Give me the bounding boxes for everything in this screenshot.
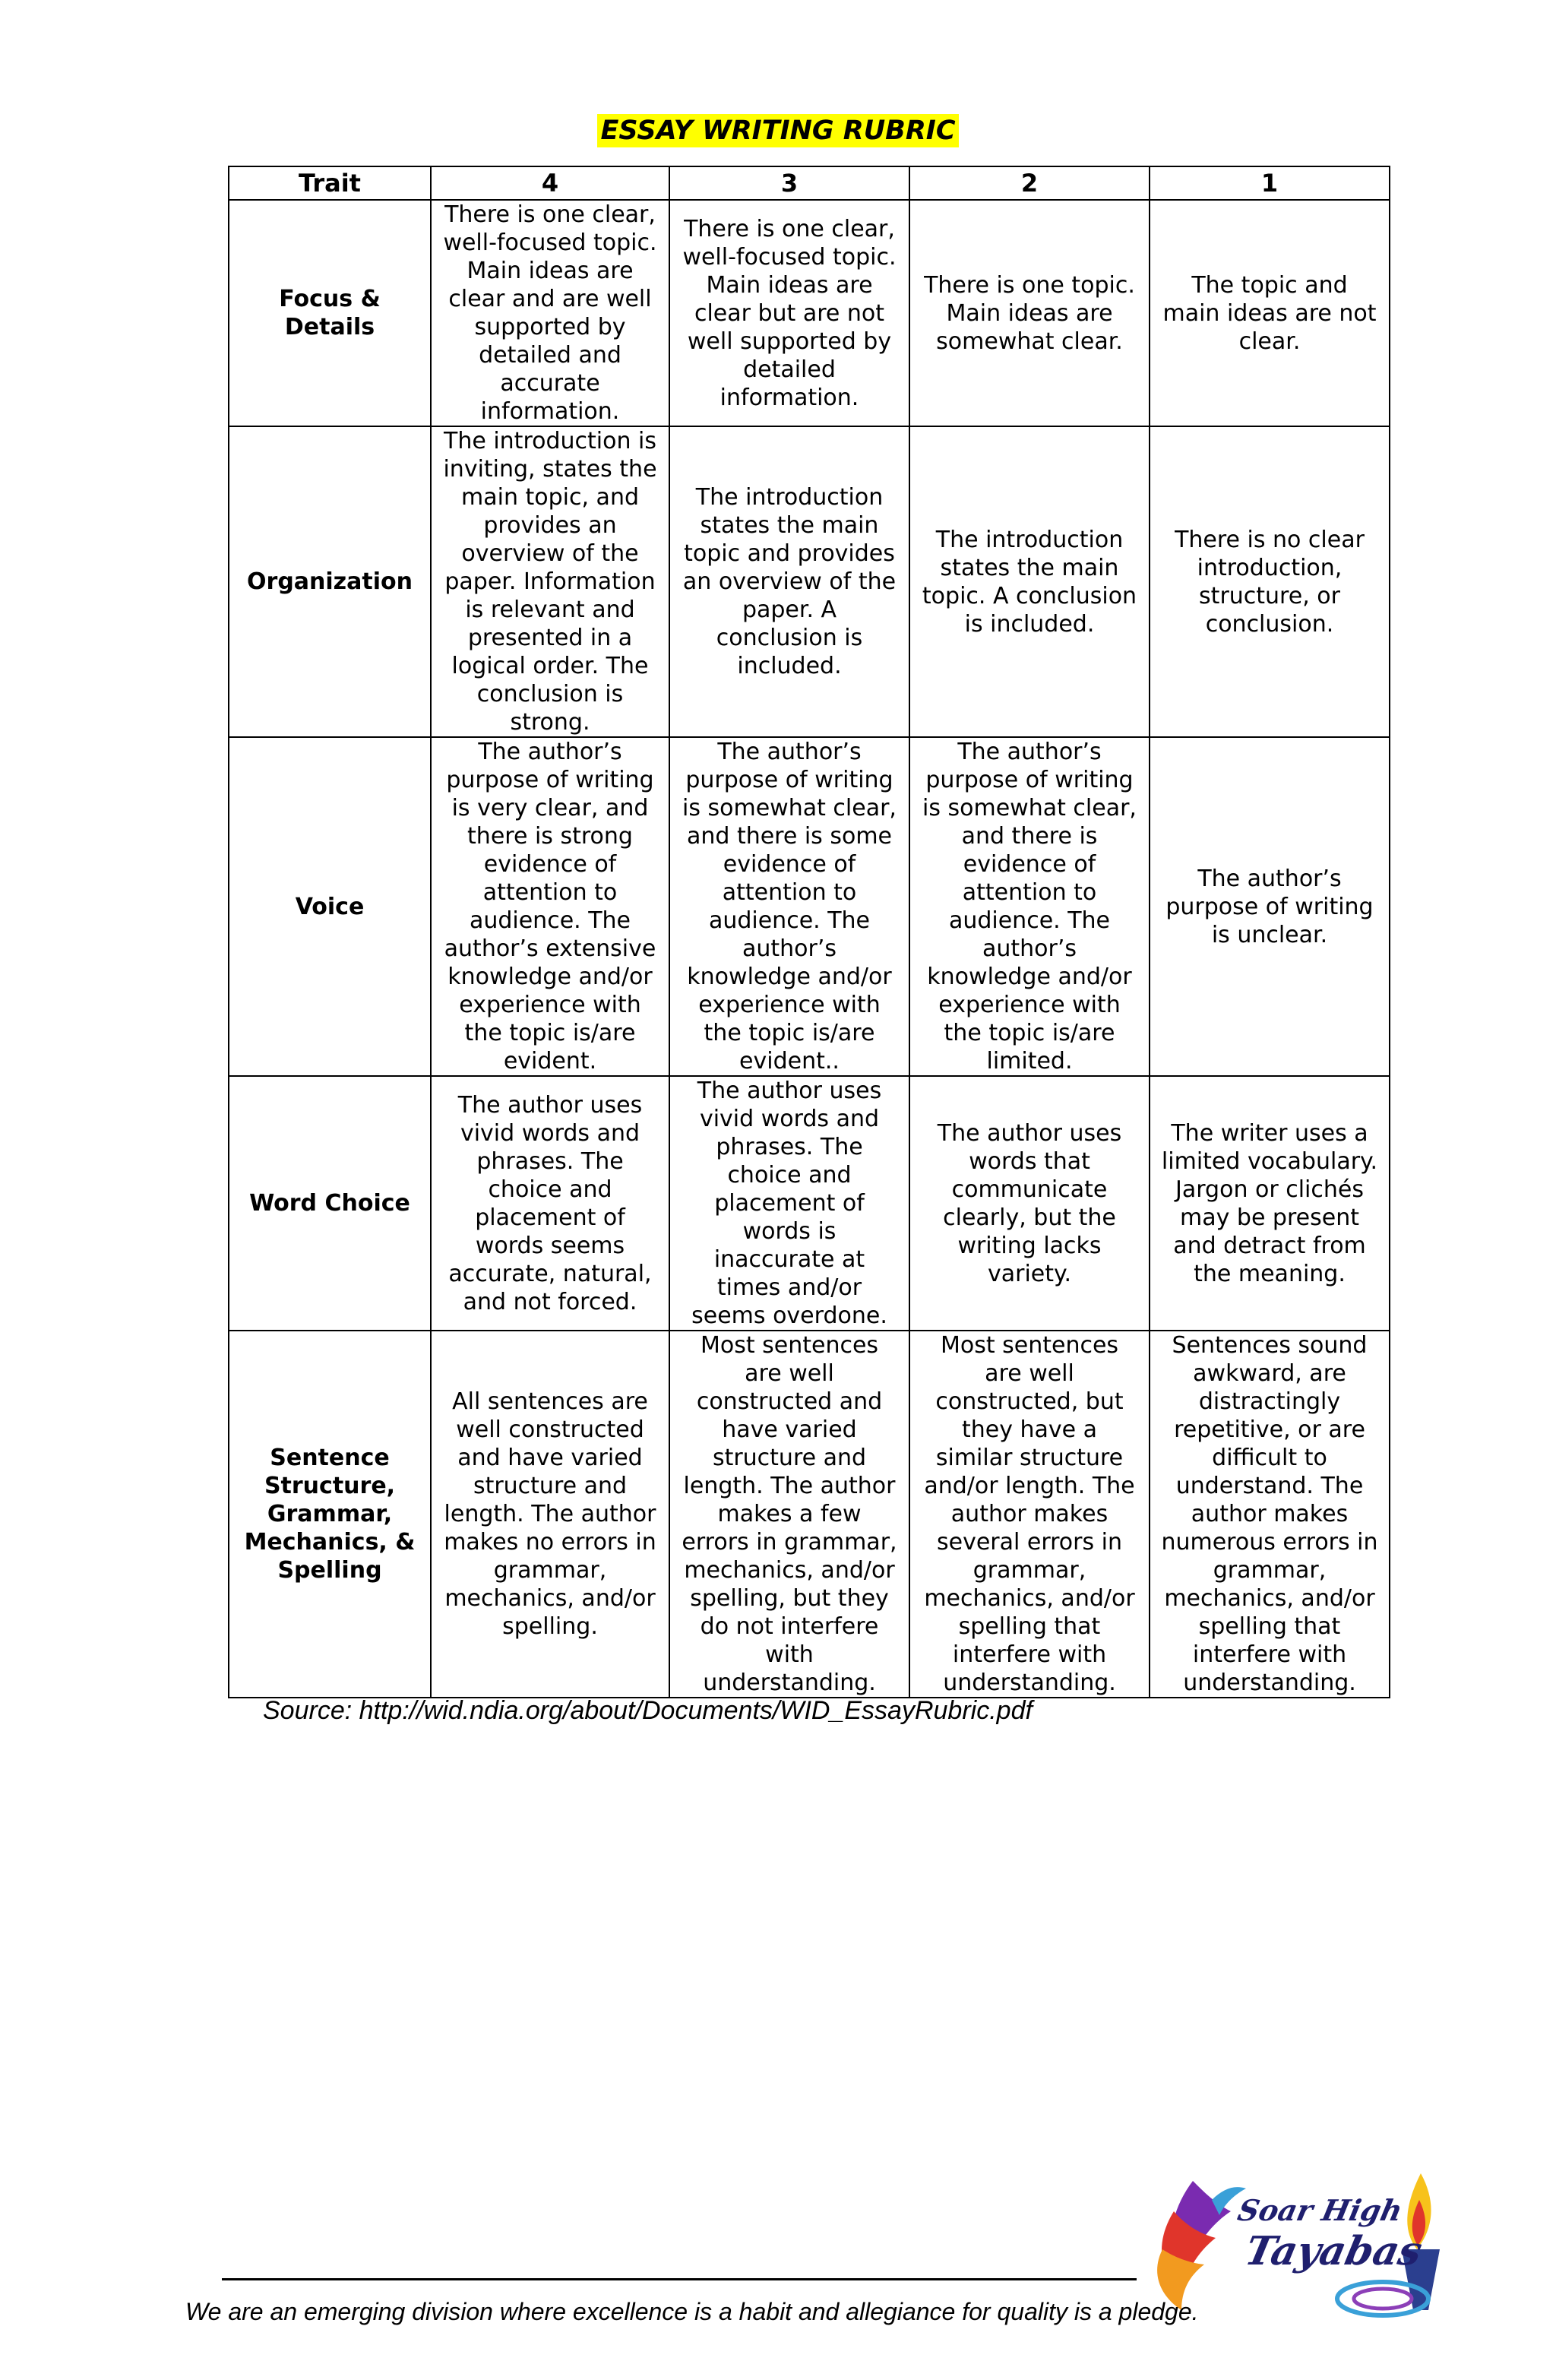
table-row	[229, 1331, 1390, 1698]
footer-motto: We are an emerging division where excellence is a habit and allegiance for quality is a pledge.	[185, 2298, 1199, 2325]
title-wrap	[0, 114, 1556, 147]
logo-line-1: Soar High	[1235, 2193, 1406, 2227]
source-citation: Source: http://wid.ndia.org/about/Documents/WID_EssayRubric.pdf	[263, 1696, 1033, 1725]
logo-line-2: Tayabas	[1241, 2228, 1427, 2274]
score-2-cell: The author’s purpose of writing is somewhat clear, and there is evidence of attention to audience. The author’s knowledge and/or experience with the topic is/are limited.	[909, 737, 1150, 1076]
table-row	[229, 200, 1390, 426]
trait-cell: Word Choice	[229, 1076, 431, 1331]
score-1-cell: The writer uses a limited vocabulary. Jargon or clichés may be present and detract from the meaning.	[1150, 1076, 1390, 1331]
score-1-cell: There is no clear introduction, structure, or conclusion.	[1150, 426, 1390, 737]
score-3-cell: The introduction states the main topic and provides an overview of the paper. A conclusion is included.	[669, 426, 909, 737]
header-score-3: 3	[669, 166, 909, 200]
table-row	[229, 737, 1390, 1076]
score-2-cell: The author uses words that communicate clearly, but the writing lacks variety.	[909, 1076, 1150, 1331]
header-score-1: 1	[1150, 166, 1390, 200]
header-row	[229, 166, 1390, 200]
score-3-cell: The author’s purpose of writing is somewhat clear, and there is some evidence of attention to audience. The author’s knowledge and/or experience with the topic is/are evident..	[669, 737, 909, 1076]
footer-divider	[222, 2278, 1137, 2280]
header-score-4: 4	[431, 166, 669, 200]
table-row	[229, 1076, 1390, 1331]
score-1-cell: The author’s purpose of writing is unclear.	[1150, 737, 1390, 1076]
score-2-cell: Most sentences are well constructed, but they have a similar structure and/or length. The author makes several errors in grammar, mechanics, and/or spelling that interfere with understanding.	[909, 1331, 1150, 1698]
page-title: ESSAY WRITING RUBRIC	[597, 114, 958, 147]
trait-cell: Voice	[229, 737, 431, 1076]
trait-cell: Focus & Details	[229, 200, 431, 426]
rubric-table	[228, 166, 1390, 1698]
table-row	[229, 426, 1390, 737]
score-2-cell: The introduction states the main topic. A conclusion is included.	[909, 426, 1150, 737]
score-2-cell: There is one topic. Main ideas are somewhat clear.	[909, 200, 1150, 426]
score-3-cell: Most sentences are well constructed and have varied structure and length. The author makes a few errors in grammar, mechanics, and/or spelling, but they do not interfere with understanding.	[669, 1331, 909, 1698]
header-score-2: 2	[909, 166, 1150, 200]
trait-cell: Sentence Structure, Grammar, Mechanics, & Spelling	[229, 1331, 431, 1698]
trait-cell: Organization	[229, 426, 431, 737]
score-1-cell: Sentences sound awkward, are distractingly repetitive, or are difficult to understand. The author makes numerous errors in grammar, mechanics, and/or spelling that interfere with understanding.	[1150, 1331, 1390, 1698]
score-4-cell: The introduction is inviting, states the main topic, and provides an overview of the paper. Information is relevant and presented in a logical order. The conclusion is strong.	[431, 426, 669, 737]
score-4-cell: There is one clear, well-focused topic. Main ideas are clear and are well supported by detailed and accurate information.	[431, 200, 669, 426]
header-trait: Trait	[229, 166, 431, 200]
score-4-cell: All sentences are well constructed and have varied structure and length. The author makes no errors in grammar, mechanics, and/or spelling.	[431, 1331, 669, 1698]
score-4-cell: The author uses vivid words and phrases. The choice and placement of words seems accurate, natural, and not forced.	[431, 1076, 669, 1331]
score-3-cell: The author uses vivid words and phrases. The choice and placement of words is inaccurate at times and/or seems overdone.	[669, 1076, 909, 1331]
score-4-cell: The author’s purpose of writing is very clear, and there is strong evidence of attention to audience. The author’s extensive knowledge and/or experience with the topic is/are evident.	[431, 737, 669, 1076]
score-3-cell: There is one clear, well-focused topic. Main ideas are clear but are not well supported by detailed information.	[669, 200, 909, 426]
score-1-cell: The topic and main ideas are not clear.	[1150, 200, 1390, 426]
